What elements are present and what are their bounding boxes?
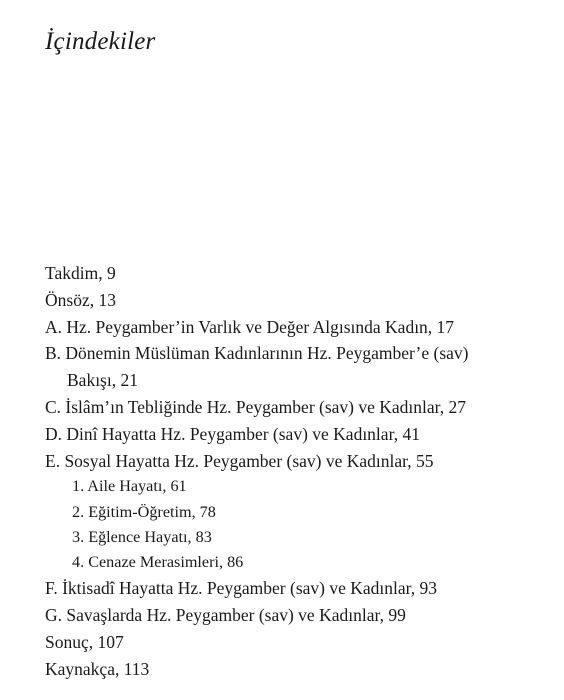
toc-entry-f: F. İktisadî Hayatta Hz. Peygamber (sav) ve Kadınlar, 93 xyxy=(45,578,438,599)
toc-entry-b: B. Dönemin Müslüman Kadınlarının Hz. Peygamber’e (sav) xyxy=(45,343,469,364)
toc-entry-a: A. Hz. Peygamber’in Varlık ve Değer Algısında Kadın, 17 xyxy=(45,316,455,337)
toc-subentry-e1: 1. Aile Hayatı, 61 xyxy=(72,477,187,496)
toc-entry-b-continuation: Bakışı, 21 xyxy=(67,370,138,391)
toc-entry-onsoz: Önsöz, 13 xyxy=(45,289,116,310)
toc-entry-e: E. Sosyal Hayatta Hz. Peygamber (sav) ve Kadınlar, 55 xyxy=(45,450,434,471)
toc-subentry-e3: 3. Eğlence Hayatı, 83 xyxy=(72,527,212,546)
toc-subentry-e2: 2. Eğitim-Öğretim, 78 xyxy=(72,502,216,521)
toc-subentry-e4: 4. Cenaze Merasimleri, 86 xyxy=(72,552,244,571)
table-of-contents xyxy=(45,260,555,682)
toc-entry-takdim: Takdim, 9 xyxy=(45,263,116,283)
toc-entry-d: D. Dinî Hayatta Hz. Peygamber (sav) ve Kadınlar, 41 xyxy=(45,423,420,444)
toc-entry-sonuc: Sonuç, 107 xyxy=(45,631,124,652)
toc-entry-c: C. İslâm’ın Tebliğinde Hz. Peygamber (sav) ve Kadınlar, 27 xyxy=(45,396,467,417)
toc-entry-g: G. Savaşlarda Hz. Peygamber (sav) ve Kadınlar, 99 xyxy=(45,604,406,625)
page-title: İçindekiler xyxy=(45,28,156,55)
toc-entry-kaynakca: Kaynakça, 113 xyxy=(45,658,150,679)
